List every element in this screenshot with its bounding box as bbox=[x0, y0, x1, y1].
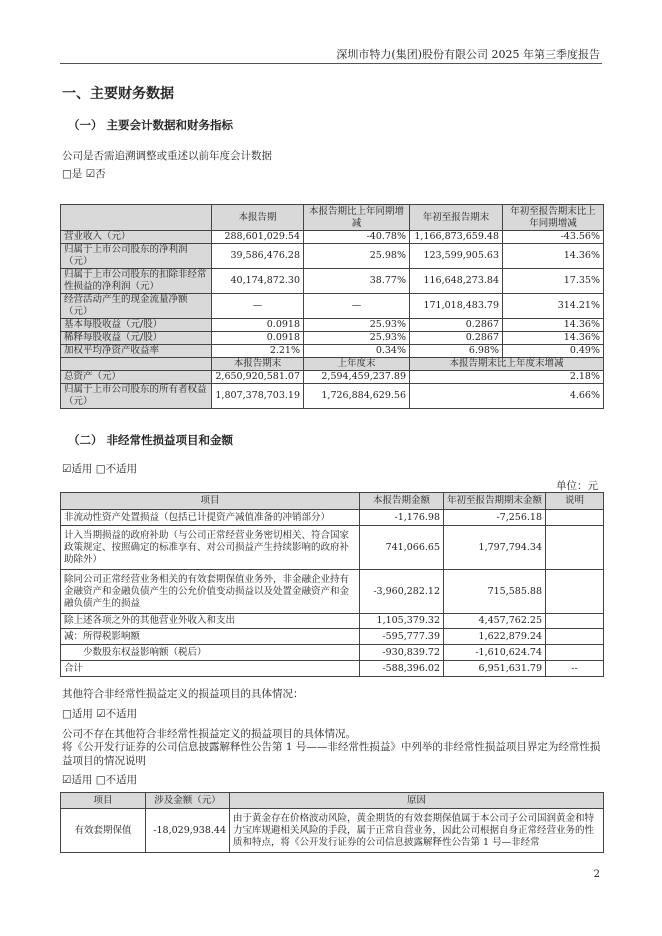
subsection-title-1: （一） 主要会计数据和财务指标 bbox=[68, 118, 234, 132]
cell-value: 25.93% bbox=[304, 332, 410, 345]
cell-value: 14.36% bbox=[503, 332, 604, 345]
table-header-cell: 年初至报告期末比上年同期增减 bbox=[503, 205, 604, 231]
cell-value: -7,256.18 bbox=[444, 510, 546, 526]
table-header-cell: 上年度末 bbox=[304, 358, 410, 371]
cell-value: 14.36% bbox=[503, 244, 604, 269]
unit-label: 单位：元 bbox=[556, 480, 598, 492]
cell-value: -40.78% bbox=[304, 231, 410, 244]
cell-value: 1,797,794.34 bbox=[444, 526, 546, 570]
row-label: 除同公司正常经营业务相关的有效套期保值业务外，非金融企业持有金融资产和金融负债产生的公允价值变动损益以及处置金融资产和金融负债产生的损益 bbox=[61, 570, 360, 614]
table-header-cell: 本报告期金额 bbox=[360, 493, 444, 510]
other-items-heading: 其他符合非经常性损益定义的损益项目的具体情况： bbox=[62, 688, 304, 700]
table-header-cell: 年初至报告期期末金额 bbox=[444, 493, 546, 510]
table-row bbox=[61, 629, 604, 645]
cell-value: 715,585.88 bbox=[444, 570, 546, 614]
cell-value: 25.98% bbox=[304, 244, 410, 269]
cell-value bbox=[546, 645, 604, 661]
table-row bbox=[61, 371, 604, 384]
restate-options[interactable]: □是 ☑否 bbox=[62, 168, 106, 180]
cell-value: 39,586,476.28 bbox=[212, 244, 304, 269]
table-header-cell: 项目 bbox=[61, 493, 360, 510]
cell-value: 1,105,379.32 bbox=[360, 614, 444, 629]
other-items-options[interactable]: □适用 ☑不适用 bbox=[62, 708, 138, 720]
cell-value: -18,029,938.44 bbox=[146, 809, 230, 853]
table-row bbox=[61, 809, 604, 853]
cell-value bbox=[546, 526, 604, 570]
row-label: 有效套期保值 bbox=[61, 809, 146, 853]
cell-value: 2.21% bbox=[212, 345, 304, 358]
table-row bbox=[61, 570, 604, 614]
table-row bbox=[61, 384, 604, 409]
cell-value bbox=[546, 570, 604, 614]
page-header: 深圳市特力(集团)股份有限公司 2025 年第三季度报告 bbox=[336, 48, 600, 61]
cell-value: 6,951,631.79 bbox=[444, 661, 546, 677]
cell-value: 0.0918 bbox=[212, 319, 304, 332]
table-header-cell: 涉及金额（元） bbox=[146, 793, 230, 809]
cell-value: -3,960,282.12 bbox=[360, 570, 444, 614]
cell-value: 1,622,879.24 bbox=[444, 629, 546, 645]
cell-value: -1,610,624.74 bbox=[444, 645, 546, 661]
cell-value: -595,777.39 bbox=[360, 629, 444, 645]
cell-value: 2,650,920,581.07 bbox=[212, 371, 304, 384]
table-header-cell: 说明 bbox=[546, 493, 604, 510]
row-label: 合计 bbox=[61, 661, 360, 677]
cell-value bbox=[546, 510, 604, 526]
cell-value bbox=[546, 629, 604, 645]
cell-value: — bbox=[212, 294, 304, 319]
table-row bbox=[61, 269, 604, 294]
cell-value: 123,599,905.63 bbox=[410, 244, 503, 269]
row-label: 归属于上市公司股东的扣除非经常性损益的净利润（元） bbox=[61, 269, 212, 294]
row-label: 归属于上市公司股东的净利润（元） bbox=[61, 244, 212, 269]
cell-value: 4.66% bbox=[410, 384, 604, 409]
table-header-cell bbox=[61, 358, 212, 371]
cell-value: -588,396.02 bbox=[360, 661, 444, 677]
cell-value: 由于黄金存在价格波动风险，黄金期货的有效套期保值属于本公司子公司国润黄金和特力宝库规避相关风险的手段，属于正常自营业务，因此公司根据自身正常经营业务的性质和特点，将《公开发行证券的公司信息披露解释性公告第 1 号—非经常 bbox=[230, 809, 604, 853]
table-header-cell: 年初至报告期末 bbox=[410, 205, 503, 231]
table-row bbox=[61, 345, 604, 358]
other-items-note: 公司不存在其他符合非经常性损益定义的损益项目的具体情况。 bbox=[62, 728, 356, 740]
table-header-cell: 项目 bbox=[61, 793, 146, 809]
cell-value: 314.21% bbox=[503, 294, 604, 319]
table-header-cell: 本报告期末 bbox=[212, 358, 304, 371]
table-row bbox=[61, 614, 604, 629]
row-label: 稀释每股收益（元/股） bbox=[61, 332, 212, 345]
cell-value: 6.98% bbox=[410, 345, 503, 358]
table-header-cell: 本报告期 bbox=[212, 205, 304, 231]
cell-value: 17.35% bbox=[503, 269, 604, 294]
section-title: 一、主要财务数据 bbox=[62, 86, 174, 102]
row-label: 减：所得税影响额 bbox=[61, 629, 360, 645]
row-label: 计入当期损益的政府补助（与公司正常经营业务密切相关、符合国家政策规定、按照确定的标准享有、对公司损益产生持续影响的政府补助除外） bbox=[61, 526, 360, 570]
row-label: 归属于上市公司股东的所有者权益（元） bbox=[61, 384, 212, 409]
row-label: 基本每股收益（元/股） bbox=[61, 319, 212, 332]
page-number: 2 bbox=[593, 869, 600, 880]
cell-value: 1,807,378,703.19 bbox=[212, 384, 304, 409]
cell-value: 288,601,029.54 bbox=[212, 231, 304, 244]
cell-value: -43.56% bbox=[503, 231, 604, 244]
cell-value: 25.93% bbox=[304, 319, 410, 332]
cell-value: 741,066.65 bbox=[360, 526, 444, 570]
cell-value: -- bbox=[546, 661, 604, 677]
table-header-cell: 本报告期比上年同期增减 bbox=[304, 205, 410, 231]
cell-value: 2.18% bbox=[410, 371, 604, 384]
subsection-title-2: （二） 非经常性损益项目和金额 bbox=[68, 433, 234, 447]
reclassification-options[interactable]: ☑适用 □不适用 bbox=[62, 774, 138, 786]
table-row bbox=[61, 332, 604, 345]
cell-value: 1,166,873,659.48 bbox=[410, 231, 503, 244]
cell-value: — bbox=[304, 294, 410, 319]
row-label: 营业收入（元） bbox=[61, 231, 212, 244]
table-row bbox=[61, 244, 604, 269]
cell-value: -930,839.72 bbox=[360, 645, 444, 661]
cell-value: 0.34% bbox=[304, 345, 410, 358]
row-label: 除上述各项之外的其他营业外收入和支出 bbox=[61, 614, 360, 629]
table-row bbox=[61, 294, 604, 319]
cell-value: 2,594,459,237.89 bbox=[304, 371, 410, 384]
row-label: 少数股东权益影响额（税后） bbox=[61, 645, 360, 661]
cell-value: 0.49% bbox=[503, 345, 604, 358]
cell-value bbox=[546, 614, 604, 629]
cell-value: 171,018,483.79 bbox=[410, 294, 503, 319]
row-label: 加权平均净资产收益率 bbox=[61, 345, 212, 358]
table-row bbox=[61, 526, 604, 570]
reclassification-table bbox=[60, 792, 604, 853]
cell-value: 38.77% bbox=[304, 269, 410, 294]
cell-value: 1,726,884,629.56 bbox=[304, 384, 410, 409]
table-row bbox=[61, 661, 604, 677]
cell-value: 0.0918 bbox=[212, 332, 304, 345]
cell-value: 14.36% bbox=[503, 319, 604, 332]
header-divider bbox=[60, 63, 602, 64]
cell-value: 116,648,273.84 bbox=[410, 269, 503, 294]
table-header-cell: 本报告期末比上年度末增减 bbox=[410, 358, 604, 371]
cell-value: 0.2867 bbox=[410, 332, 503, 345]
table-row bbox=[61, 510, 604, 526]
restate-question: 公司是否需追溯调整或重述以前年度会计数据 bbox=[62, 150, 272, 162]
row-label: 经营活动产生的现金流量净额（元） bbox=[61, 294, 212, 319]
reclassification-note: 将《公开发行证券的公司信息披露解释性公告第 1 号——非经常性损益》中列举的非经常性损益项目界定为经常性损益项目的情况说明 bbox=[62, 741, 601, 767]
table-row bbox=[61, 645, 604, 661]
table-row bbox=[61, 231, 604, 244]
row-label: 总资产（元） bbox=[61, 371, 212, 384]
cell-value: -1,176.98 bbox=[360, 510, 444, 526]
key-financial-table bbox=[60, 204, 604, 409]
row-label: 非流动性资产处置损益（包括已计提资产减值准备的冲销部分） bbox=[61, 510, 360, 526]
table-header-cell bbox=[61, 205, 212, 231]
cell-value: 40,174,872.30 bbox=[212, 269, 304, 294]
cell-value: 0.2867 bbox=[410, 319, 503, 332]
table-header-cell: 原因 bbox=[230, 793, 604, 809]
nonrecurring-options[interactable]: ☑适用 □不适用 bbox=[62, 463, 138, 475]
nonrecurring-table bbox=[60, 492, 604, 677]
table-row bbox=[61, 319, 604, 332]
cell-value: 4,457,762.25 bbox=[444, 614, 546, 629]
